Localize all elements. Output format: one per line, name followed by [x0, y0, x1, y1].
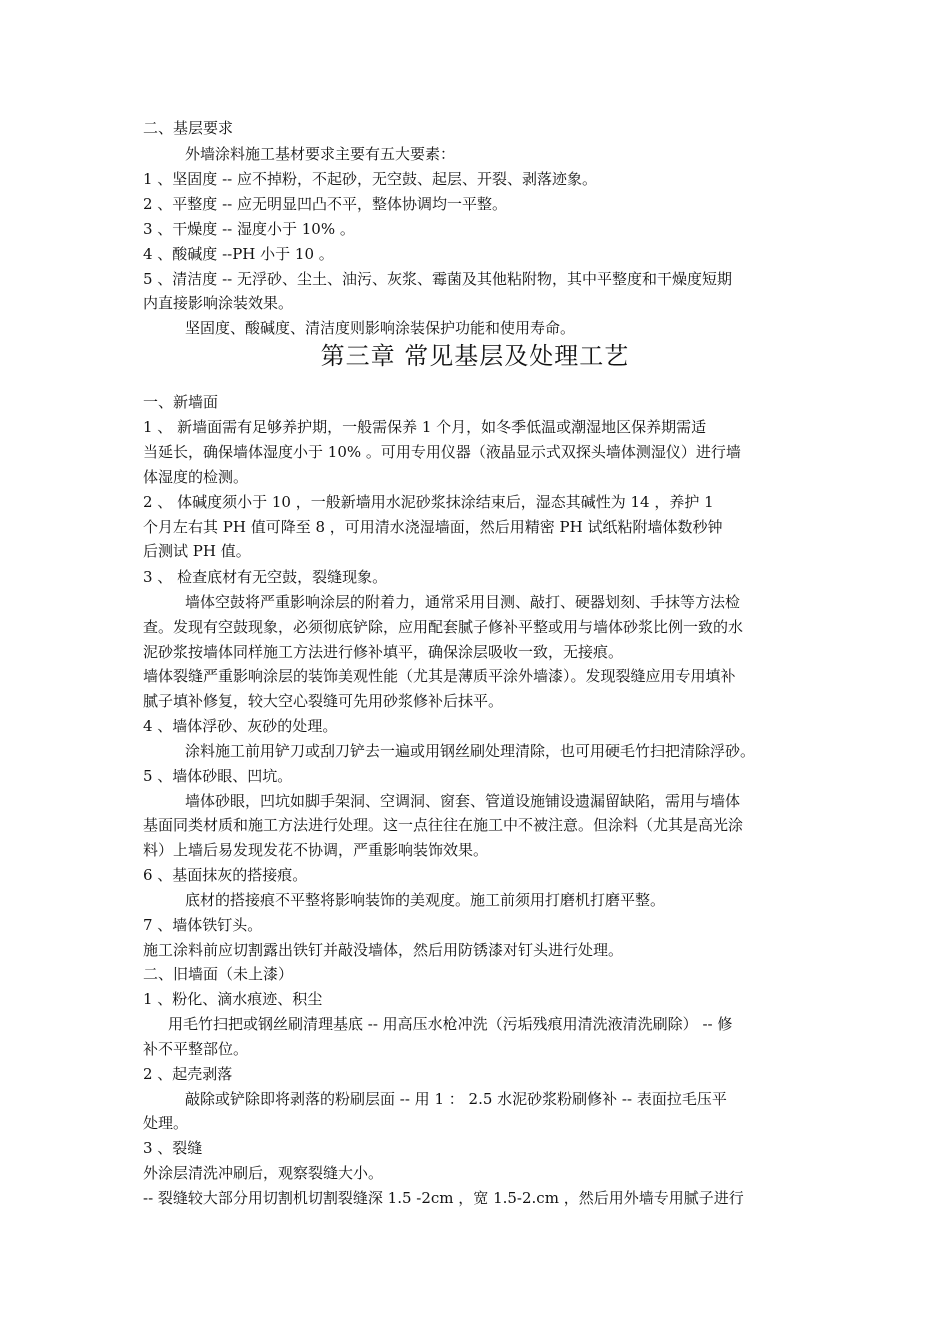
paragraph-line: 底材的搭接痕不平整将影响装饰的美观度。施工前须用打磨机打磨平整。	[185, 891, 666, 909]
paragraph-line: 腻子填补修复，较大空心裂缝可先用砂浆修补后抹平。	[143, 692, 504, 710]
list-item: 1 、粉化、滴水痕迹、积尘	[143, 990, 323, 1008]
list-item: 2 、平整度 -- 应无明显凹凸不平，整体协调均一平整。	[143, 195, 507, 213]
section-heading: 二、基层要求	[143, 119, 234, 137]
paragraph-line: 外涂层清洗冲刷后，观察裂缝大小。	[143, 1164, 384, 1182]
paragraph-line: 查。发现有空鼓现象，必须彻底铲除，应用配套腻子修补平整或用与墙体砂浆比例一致的水	[143, 618, 744, 636]
list-item: 1 、 新墙面需有足够养护期，一般需保养 1 个月，如冬季低温或潮湿地区保养期需适	[143, 418, 707, 436]
paragraph-line: 体湿度的检测。	[143, 468, 249, 486]
list-item: 5 、清洁度 -- 无浮砂、尘土、油污、灰浆、霉菌及其他粘附物，其中平整度和干燥度短期	[143, 270, 732, 288]
paragraph-line: 基面同类材质和施工方法进行处理。这一点往往在施工中不被注意。但涂料（尤其是高光涂	[143, 816, 744, 834]
paragraph-line: 施工涂料前应切割露出铁钉并敲没墙体，然后用防锈漆对钉头进行处理。	[143, 941, 624, 959]
list-item: 1 、坚固度 -- 应不掉粉，不起砂，无空鼓、起层、开裂、剥落迹象。	[143, 170, 597, 188]
list-item: 5 、墙体砂眼、凹坑。	[143, 767, 293, 785]
section-heading: 二、旧墙面（未上漆）	[143, 965, 294, 983]
paragraph-line: 墙体砂眼，凹坑如脚手架洞、空调洞、窗套、管道设施铺设遗漏留缺陷，需用与墙体	[185, 792, 741, 810]
paragraph-line: 用毛竹扫把或钢丝刷清理基底 -- 用高压水枪冲洗（污垢残痕用清洗液清洗刷除） -- 修	[168, 1015, 733, 1033]
paragraph-line: 内直接影响涂装效果。	[143, 294, 294, 312]
section-heading: 一、新墙面	[143, 393, 219, 411]
list-item: 7 、墙体铁钉头。	[143, 916, 263, 934]
paragraph-line: 处理。	[143, 1114, 189, 1132]
list-item: 6 、基面抹灰的搭接痕。	[143, 866, 308, 884]
paragraph-line: 后测试 PH 值。	[143, 542, 251, 560]
paragraph-line: 个月左右其 PH 值可降至 8 ，可用清水浇湿墙面，然后用精密 PH 试纸粘附墙体数秒钟	[143, 518, 723, 536]
list-item: 2 、 体碱度须小于 10 ，一般新墙用水泥砂浆抹涂结束后，湿态其碱性为 14 ，养护 1	[143, 493, 714, 511]
paragraph-line: 外墙涂料施工基材要求主要有五大要素：	[185, 145, 456, 163]
chapter-title: 第三章 常见基层及处理工艺	[320, 342, 630, 370]
list-item: 3 、裂缝	[143, 1139, 203, 1157]
paragraph-line: 墙体裂缝严重影响涂层的装饰美观性能（尤其是薄质平涂外墙漆）。发现裂缝应用专用填补	[143, 667, 736, 685]
paragraph-line: 敲除或铲除即将剥落的粉刷层面 -- 用 1 ： 2.5 水泥砂浆粉刷修补 -- 表面拉毛压平	[185, 1090, 727, 1108]
list-item: 3 、干燥度 -- 湿度小于 10% 。	[143, 220, 355, 238]
paragraph-line: 涂料施工前用铲刀或刮刀铲去一遍或用钢丝刷处理清除，也可用硬毛竹扫把清除浮砂。	[185, 742, 756, 760]
list-item: 4 、墙体浮砂、灰砂的处理。	[143, 717, 338, 735]
list-item: 3 、 检查底材有无空鼓，裂缝现象。	[143, 568, 388, 586]
paragraph-line: 泥砂浆按墙体同样施工方法进行修补填平，确保涂层吸收一致，无接痕。	[143, 643, 624, 661]
paragraph-line: 补不平整部位。	[143, 1040, 249, 1058]
paragraph-line: 墙体空鼓将严重影响涂层的附着力，通常采用目测、敲打、硬器划刻、手抹等方法检	[185, 593, 741, 611]
paragraph-line: 坚固度、酸碱度、清洁度则影响涂装保护功能和使用寿命。	[185, 319, 576, 337]
list-item: 2 、起壳剥落	[143, 1065, 233, 1083]
list-item: 4 、酸碱度 --PH 小于 10 。	[143, 245, 334, 263]
paragraph-line: 当延长，确保墙体湿度小于 10% 。可用专用仪器（液晶显示式双探头墙体测湿仪）进行墙	[143, 443, 741, 461]
paragraph-line: 料）上墙后易发现发花不协调，严重影响装饰效果。	[143, 841, 489, 859]
paragraph-line: -- 裂缝较大部分用切割机切割裂缝深 1.5 -2cm ，宽 1.5-2.cm ，然后用外墙专用腻子进行	[143, 1189, 744, 1207]
